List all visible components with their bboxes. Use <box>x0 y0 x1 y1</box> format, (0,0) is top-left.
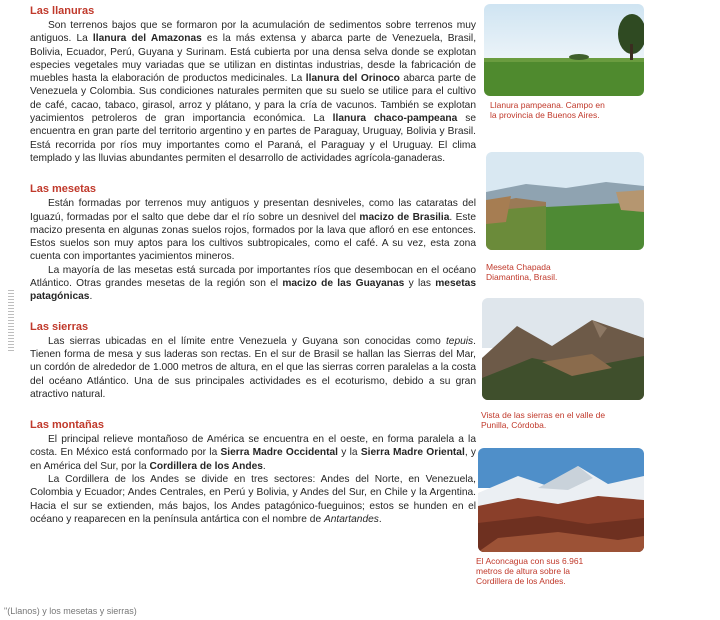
side-margin-mark <box>8 290 14 352</box>
mesetas-heading: Las mesetas <box>30 183 97 196</box>
montanas-paragraph-1: El principal relieve montañoso de América se encuentra en el oeste, en forma paralela a la costa. En México está conformado por la Sierra Madre Occidental y la Sierra Madre Oriental, y en América del Sur, por la Cordillera de los Andes. <box>30 434 477 472</box>
punilla-caption: Vista de las sierras en el valle de Punilla, Córdoba. <box>481 410 606 430</box>
sierras-paragraph: Las sierras ubicadas en el límite entre Venezuela y Guyana son conocidas como tepuis. Tienen forma de mesa y sus laderas son rectas. En el sur de Brasil se hallan las Sierras del Mar, un cordón de alrededor de 1.000 metros de altura, en el que las sierras corren paralelas a la costa del océano Atlántico. Una de sus principales actividades es el ecoturismo, debido a su gran atractivo natural. <box>30 335 476 400</box>
pampa-caption: Llanura pampeana. Campo en la provincia de Buenos Aires. <box>490 100 605 120</box>
pampa-photo <box>484 4 644 96</box>
punilla-photo <box>482 298 644 400</box>
chapada-photo <box>486 152 644 250</box>
sierras-heading: Las sierras <box>30 320 89 333</box>
chapada-caption: Meseta Chapada Diamantina, Brasil. <box>486 262 558 282</box>
bottom-text-fragment: "(Llanos) y los mesetas y sierras) <box>4 606 137 616</box>
aconcagua-photo <box>478 448 644 552</box>
mesetas-paragraph-2: La mayoría de las mesetas está surcada por importantes ríos que desembocan en el océano Atlántico. Otras grandes mesetas de la región son el macizo de las Guayanas y las mesetas patagónicas. <box>30 264 477 303</box>
aconcagua-caption: El Aconcagua con sus 6.961 metros de altura sobre la Cordillera de los Andes. <box>476 556 584 586</box>
montanas-paragraph-2: La Cordillera de los Andes se divide en tres sectores: Andes del Norte, en Venezuela, Colombia y Ecuador; Andes Centrales, en Perú y Bolivia, y Andes del Sur, en Chile y la Argentina. Hacia el sur se extienden, más bajos, los Andes patagónico-fueguinos; estos se hunden en el océano y reaparecen en la península antártica con el nombre de Antartandes. <box>30 474 476 525</box>
llanuras-paragraph: Son terrenos bajos que se formaron por la acumulación de sedimentos sobre terrenos muy antiguos. La llanura del Amazonas es la más extensa y abarca parte de Venezuela, Brasil, Bolivia, Ecuador, Perú, Guyana y Surinam. Está cubierta por una densa selva donde se explotan especies vegetales muy variadas que se utilizan en distintas industrias, desde la fabricación de muebles hasta la elaboración de productos medicinales. La llanura del Orinoco abarca parte de Venezuela y Colombia. Sus condiciones naturales permiten que su suelo se utilice para el cultivo de café, cacao, tabaco, girasol, arroz y plátano, y para la cría de vacunos. También se explotan yacimientos petroleros de gran importancia económica. La llanura chaco-pampeana se encuentra en gran parte del territorio argentino y en partes de Paraguay, Uruguay, Bolivia y Brasil. Está recorrida por ríos muy importantes como el Paraná, el Paraguay y el Uruguay. El clima templado y las lluvias abundantes permiten el desarrollo de actividades agrícola-ganaderas. <box>30 20 477 164</box>
llanuras-heading: Las llanuras <box>30 5 95 17</box>
montanas-heading: Las montañas <box>30 419 104 432</box>
text-column <box>30 4 476 526</box>
mesetas-paragraph-1: Están formadas por terrenos muy antiguos y presentan desniveles, como las cataratas del Iguazú, formadas por el salto que debe dar el río sobre un desnivel del macizo de Brasilia. Este macizo presenta en algunas zonas suelos rojos, formados por la lava que afloró en ese entonces. Estos suelos son muy aptos para los cultivos subtropicales, como el café. A su vez, esta zona cuenta con importantes yacimientos mineros. <box>30 198 476 263</box>
